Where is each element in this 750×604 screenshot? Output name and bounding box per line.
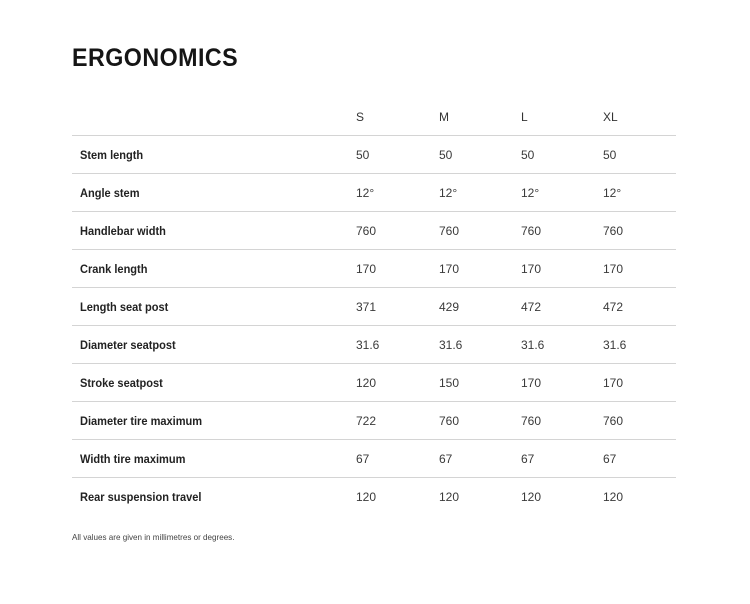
table-cell: 760 [603, 223, 624, 238]
table-row [72, 402, 676, 440]
table-cell: 50 [356, 147, 370, 162]
table-cell: 50 [439, 147, 453, 162]
row-label: Diameter seatpost [80, 337, 176, 352]
table-cell: 760 [439, 223, 460, 238]
table-cell: 12° [439, 185, 458, 200]
row-label: Stroke seatpost [80, 375, 163, 390]
table-cell: 67 [521, 451, 535, 466]
row-label: Crank length [80, 261, 148, 276]
footnote: All values are given in millimetres or degrees. [72, 532, 235, 542]
table-cell: 150 [439, 375, 460, 390]
table-cell: 31.6 [603, 337, 627, 352]
table-row [72, 288, 676, 326]
table-row [72, 326, 676, 364]
table-cell: 50 [603, 147, 617, 162]
table-cell: 31.6 [521, 337, 545, 352]
table-cell: 170 [521, 261, 542, 276]
table-cell: 170 [603, 261, 624, 276]
column-header-xl: XL [603, 109, 618, 124]
table-row [72, 440, 676, 478]
table-cell: 760 [521, 413, 542, 428]
table-cell: 472 [603, 299, 624, 314]
table-cell: 120 [603, 490, 624, 504]
table-cell: 67 [356, 451, 370, 466]
table-cell: 170 [603, 375, 624, 390]
table-row [72, 364, 676, 402]
table-row [72, 212, 676, 250]
row-label: Width tire maximum [80, 451, 186, 466]
table-row [72, 250, 676, 288]
table-cell: 120 [521, 490, 542, 504]
table-cell: 472 [521, 299, 542, 314]
table-cell: 50 [521, 147, 535, 162]
table-header-row [72, 98, 676, 136]
column-header-l: L [521, 109, 528, 124]
row-label: Angle stem [80, 185, 140, 200]
table-cell: 120 [439, 490, 460, 504]
page-title: ERGONOMICS [72, 44, 239, 72]
table-cell: 12° [521, 185, 540, 200]
table-cell: 31.6 [439, 337, 463, 352]
table-cell: 170 [439, 261, 460, 276]
table-cell: 120 [356, 490, 377, 504]
table-cell: 12° [603, 185, 622, 200]
row-label: Diameter tire maximum [80, 413, 203, 428]
table-cell: 371 [356, 299, 377, 314]
column-header-m: M [439, 109, 449, 124]
row-label: Rear suspension travel [80, 490, 202, 504]
table-cell: 170 [356, 261, 377, 276]
table-cell: 722 [356, 413, 377, 428]
row-label: Handlebar width [80, 223, 166, 238]
column-header-s: S [356, 109, 365, 124]
table-row [72, 174, 676, 212]
table-cell: 760 [603, 413, 624, 428]
table-cell: 760 [439, 413, 460, 428]
table-cell: 120 [356, 375, 377, 390]
table-cell: 12° [356, 185, 375, 200]
table-cell: 67 [603, 451, 617, 466]
table-cell: 31.6 [356, 337, 380, 352]
table-cell: 760 [356, 223, 377, 238]
row-label: Length seat post [80, 299, 169, 314]
table-cell: 760 [521, 223, 542, 238]
table-cell: 67 [439, 451, 453, 466]
table-row [72, 478, 676, 516]
table-cell: 429 [439, 299, 460, 314]
table-cell: 170 [521, 375, 542, 390]
row-label: Stem length [80, 147, 144, 162]
table-row [72, 136, 676, 174]
ergonomics-table [72, 98, 676, 516]
